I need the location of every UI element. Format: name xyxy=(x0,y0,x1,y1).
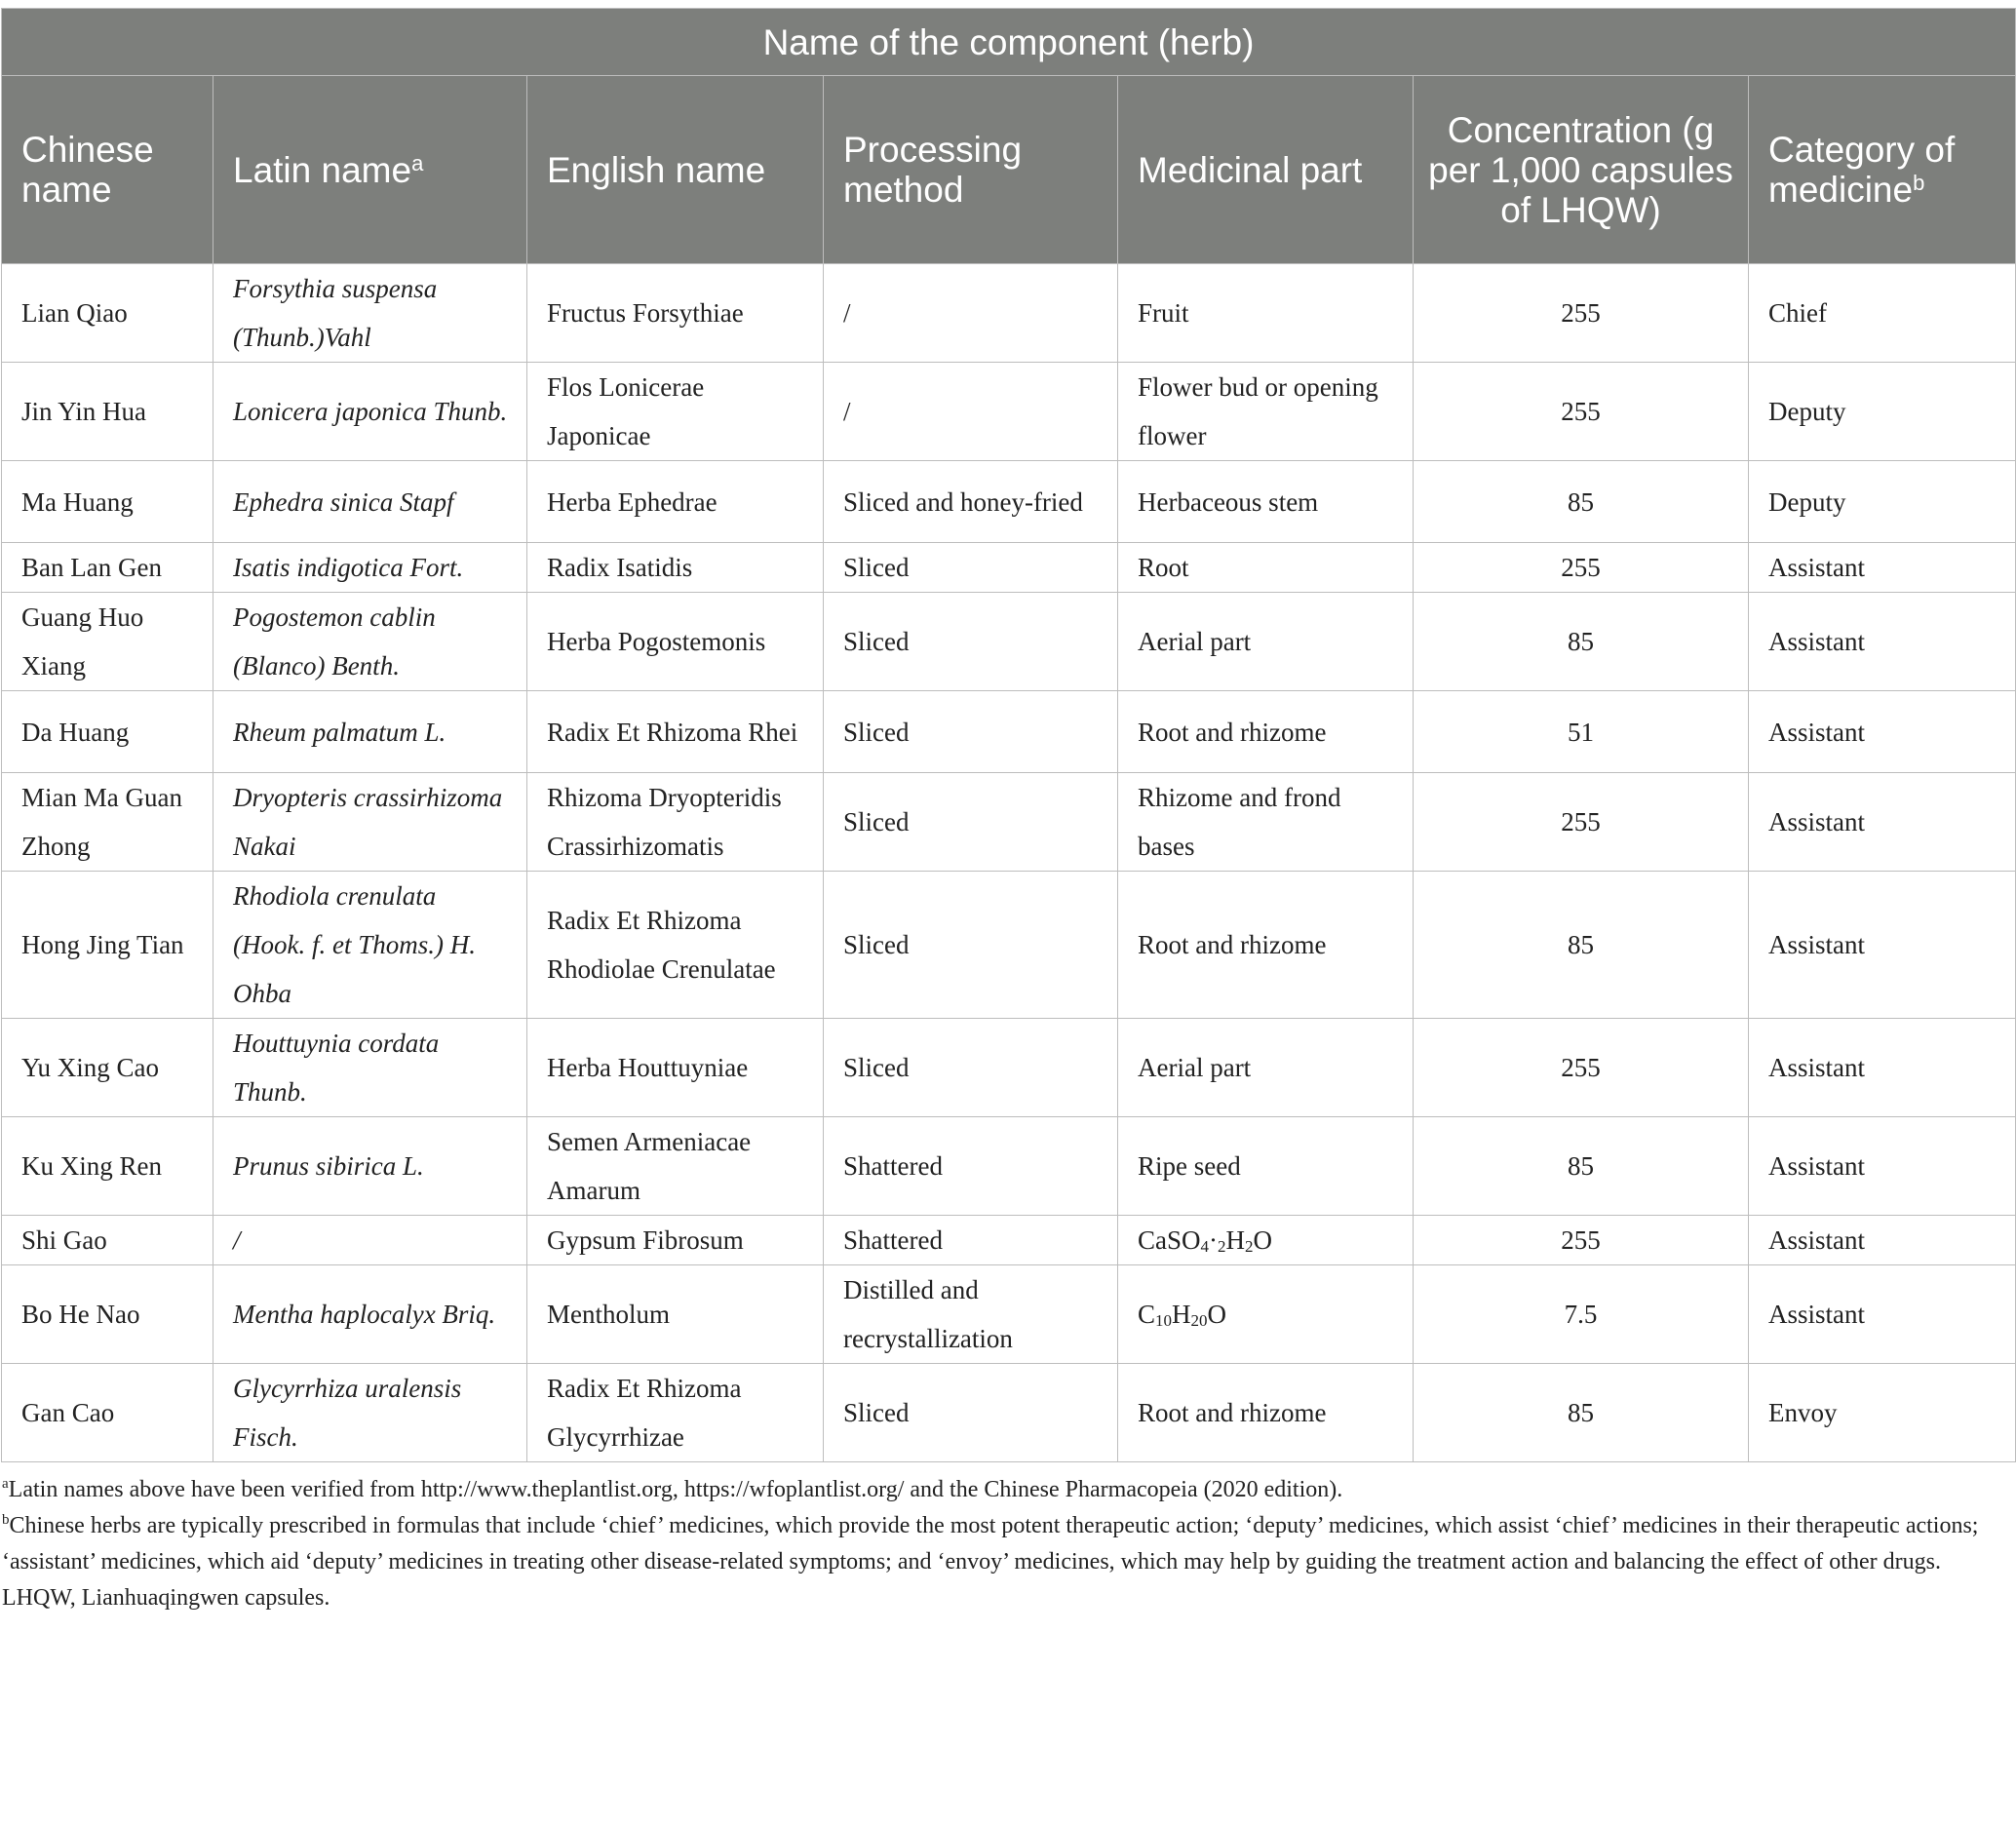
cell-english-name: Semen Armeniacae Amarum xyxy=(527,1117,824,1216)
cell-processing-method: Shattered xyxy=(824,1216,1118,1265)
cell-concentration: 85 xyxy=(1414,1117,1749,1216)
cell-chinese-name: Yu Xing Cao xyxy=(2,1019,213,1117)
cell-english-name: Mentholum xyxy=(527,1265,824,1364)
cell-medicinal-part: $C_{10}H_{20}O$ xyxy=(1118,1265,1414,1364)
cell-category: Deputy xyxy=(1749,363,2016,461)
cell-concentration: 255 xyxy=(1414,773,1749,872)
table-row xyxy=(2,461,2016,543)
cell-chinese-name: Ma Huang xyxy=(2,461,213,543)
column-header-row xyxy=(2,76,2016,264)
cell-concentration: 255 xyxy=(1414,1216,1749,1265)
column-header-medicinal-part: Medicinal part xyxy=(1118,76,1414,264)
cell-english-name: Herba Pogostemonis xyxy=(527,593,824,691)
cell-processing-method: Sliced xyxy=(824,1364,1118,1462)
cell-concentration: 85 xyxy=(1414,872,1749,1019)
cell-category: Assistant xyxy=(1749,1265,2016,1364)
cell-medicinal-part: $CaSO_4\cdot_2H_2O$ xyxy=(1118,1216,1414,1265)
table-row xyxy=(2,1216,2016,1265)
table-row xyxy=(2,1265,2016,1364)
cell-latin-name: Houttuynia cordata Thunb. xyxy=(213,1019,527,1117)
cell-category: Envoy xyxy=(1749,1364,2016,1462)
table-row xyxy=(2,1019,2016,1117)
cell-medicinal-part: Flower bud or opening flower xyxy=(1118,363,1414,461)
footnote-mark: b xyxy=(2,1512,10,1528)
cell-category: Assistant xyxy=(1749,691,2016,773)
cell-category: Assistant xyxy=(1749,773,2016,872)
cell-english-name: Fructus Forsythiae xyxy=(527,264,824,363)
cell-category: Chief xyxy=(1749,264,2016,363)
document xyxy=(0,8,2016,1616)
cell-concentration: 85 xyxy=(1414,593,1749,691)
group-header-row xyxy=(2,9,2016,76)
cell-processing-method: Sliced xyxy=(824,543,1118,593)
cell-chinese-name: Da Huang xyxy=(2,691,213,773)
cell-latin-name: Mentha haplocalyx Briq. xyxy=(213,1265,527,1364)
cell-chinese-name: Gan Cao xyxy=(2,1364,213,1462)
cell-category: Assistant xyxy=(1749,872,2016,1019)
table-header xyxy=(2,9,2016,264)
cell-medicinal-part: Fruit xyxy=(1118,264,1414,363)
table-row xyxy=(2,543,2016,593)
cell-category: Assistant xyxy=(1749,1019,2016,1117)
cell-concentration: 85 xyxy=(1414,1364,1749,1462)
table-row xyxy=(2,1364,2016,1462)
table-row xyxy=(2,264,2016,363)
cell-chinese-name: Mian Ma Guan Zhong xyxy=(2,773,213,872)
herb-components-table xyxy=(1,8,2016,1462)
cell-medicinal-part: Herbaceous stem xyxy=(1118,461,1414,543)
table-row xyxy=(2,872,2016,1019)
cell-chinese-name: Ban Lan Gen xyxy=(2,543,213,593)
cell-processing-method: Sliced xyxy=(824,1019,1118,1117)
table-row xyxy=(2,363,2016,461)
cell-concentration: 255 xyxy=(1414,1019,1749,1117)
cell-latin-name: Rhodiola crenulata (Hook. f. et Thoms.) H. Ohba xyxy=(213,872,527,1019)
cell-medicinal-part: Aerial part xyxy=(1118,593,1414,691)
cell-concentration: 255 xyxy=(1414,264,1749,363)
cell-latin-name: Forsythia suspensa (Thunb.)Vahl xyxy=(213,264,527,363)
cell-processing-method: Sliced xyxy=(824,691,1118,773)
cell-english-name: Flos Lonicerae Japonicae xyxy=(527,363,824,461)
table-row xyxy=(2,691,2016,773)
cell-english-name: Radix Et Rhizoma Rhodiolae Crenulatae xyxy=(527,872,824,1019)
cell-medicinal-part: Aerial part xyxy=(1118,1019,1414,1117)
cell-medicinal-part: Root and rhizome xyxy=(1118,691,1414,773)
cell-chinese-name: Shi Gao xyxy=(2,1216,213,1265)
cell-english-name: Herba Ephedrae xyxy=(527,461,824,543)
table-row xyxy=(2,773,2016,872)
cell-latin-name: / xyxy=(213,1216,527,1265)
footnote-mark: a xyxy=(2,1476,9,1492)
cell-processing-method: Sliced xyxy=(824,773,1118,872)
cell-category: Assistant xyxy=(1749,593,2016,691)
column-header-chinese-name: Chinese name xyxy=(2,76,213,264)
cell-english-name: Herba Houttuyniae xyxy=(527,1019,824,1117)
cell-category: Assistant xyxy=(1749,1216,2016,1265)
cell-chinese-name: Lian Qiao xyxy=(2,264,213,363)
cell-concentration: 255 xyxy=(1414,543,1749,593)
column-header-english-name: English name xyxy=(527,76,824,264)
cell-category: Assistant xyxy=(1749,543,2016,593)
footnote-mark: b xyxy=(1913,171,1925,195)
cell-processing-method: Sliced xyxy=(824,593,1118,691)
cell-english-name: Radix Et Rhizoma Glycyrrhizae xyxy=(527,1364,824,1462)
cell-medicinal-part: Ripe seed xyxy=(1118,1117,1414,1216)
cell-latin-name: Isatis indigotica Fort. xyxy=(213,543,527,593)
cell-latin-name: Lonicera japonica Thunb. xyxy=(213,363,527,461)
cell-concentration: 7.5 xyxy=(1414,1265,1749,1364)
footnote-mark: a xyxy=(411,150,424,175)
column-header-latin-name: Latin name$^a$ xyxy=(213,76,527,264)
cell-latin-name: Ephedra sinica Stapf xyxy=(213,461,527,543)
cell-processing-method: Sliced xyxy=(824,872,1118,1019)
cell-concentration: 51 xyxy=(1414,691,1749,773)
cell-medicinal-part: Root xyxy=(1118,543,1414,593)
column-header-concentration: Concentration (g per 1,000 capsules of LHQW) xyxy=(1414,76,1749,264)
cell-latin-name: Pogostemon cablin (Blanco) Benth. xyxy=(213,593,527,691)
cell-latin-name: Glycyrrhiza uralensis Fisch. xyxy=(213,1364,527,1462)
cell-processing-method: Distilled and recrystallization xyxy=(824,1265,1118,1364)
cell-processing-method: Sliced and honey-fried xyxy=(824,461,1118,543)
cell-chinese-name: Ku Xing Ren xyxy=(2,1117,213,1216)
footnote-a: $^a$Latin names above have been verified from http://www.theplantlist.org, https://wfoplantlist.org/ and the Chinese Pharmacopeia (2020 edition). xyxy=(2,1476,1343,1502)
cell-chinese-name: Guang Huo Xiang xyxy=(2,593,213,691)
cell-chinese-name: Hong Jing Tian xyxy=(2,872,213,1019)
cell-english-name: Rhizoma Dryopteridis Crassirhizomatis xyxy=(527,773,824,872)
cell-medicinal-part: Rhizome and frond bases xyxy=(1118,773,1414,872)
column-header-category: Category of medicine$^b$ xyxy=(1749,76,2016,264)
cell-latin-name: Rheum palmatum L. xyxy=(213,691,527,773)
table-row xyxy=(2,593,2016,691)
cell-medicinal-part: Root and rhizome xyxy=(1118,872,1414,1019)
table-row xyxy=(2,1117,2016,1216)
column-header-processing-method: Processing method xyxy=(824,76,1118,264)
cell-latin-name: Prunus sibirica L. xyxy=(213,1117,527,1216)
cell-category: Deputy xyxy=(1749,461,2016,543)
cell-category: Assistant xyxy=(1749,1117,2016,1216)
cell-english-name: Radix Isatidis xyxy=(527,543,824,593)
table-body xyxy=(2,264,2016,1462)
abbreviation-note: LHQW, Lianhuaqingwen capsules. xyxy=(2,1585,330,1611)
cell-english-name: Gypsum Fibrosum xyxy=(527,1216,824,1265)
group-header: Name of the component (herb) xyxy=(2,9,2016,76)
cell-concentration: 85 xyxy=(1414,461,1749,543)
cell-processing-method: / xyxy=(824,264,1118,363)
cell-medicinal-part: Root and rhizome xyxy=(1118,1364,1414,1462)
cell-english-name: Radix Et Rhizoma Rhei xyxy=(527,691,824,773)
cell-chinese-name: Jin Yin Hua xyxy=(2,363,213,461)
table-footnotes xyxy=(0,1462,2008,1616)
footnote-b: $^b$Chinese herbs are typically prescribed in formulas that include ‘chief’ medicines, which provide the most potent therapeutic action; ‘deputy’ medicines, which assist ‘chief’ medicines in their therapeutic actions; ‘assistant’ medicines, which aid ‘deputy’ medicines in treating other disease-related symptoms; and ‘envoy’ medicines, which may help by guiding the treatment action and balancing the effect of other drugs. xyxy=(2,1512,1979,1574)
cell-processing-method: / xyxy=(824,363,1118,461)
cell-latin-name: Dryopteris crassirhizoma Nakai xyxy=(213,773,527,872)
cell-processing-method: Shattered xyxy=(824,1117,1118,1216)
cell-concentration: 255 xyxy=(1414,363,1749,461)
cell-chinese-name: Bo He Nao xyxy=(2,1265,213,1364)
